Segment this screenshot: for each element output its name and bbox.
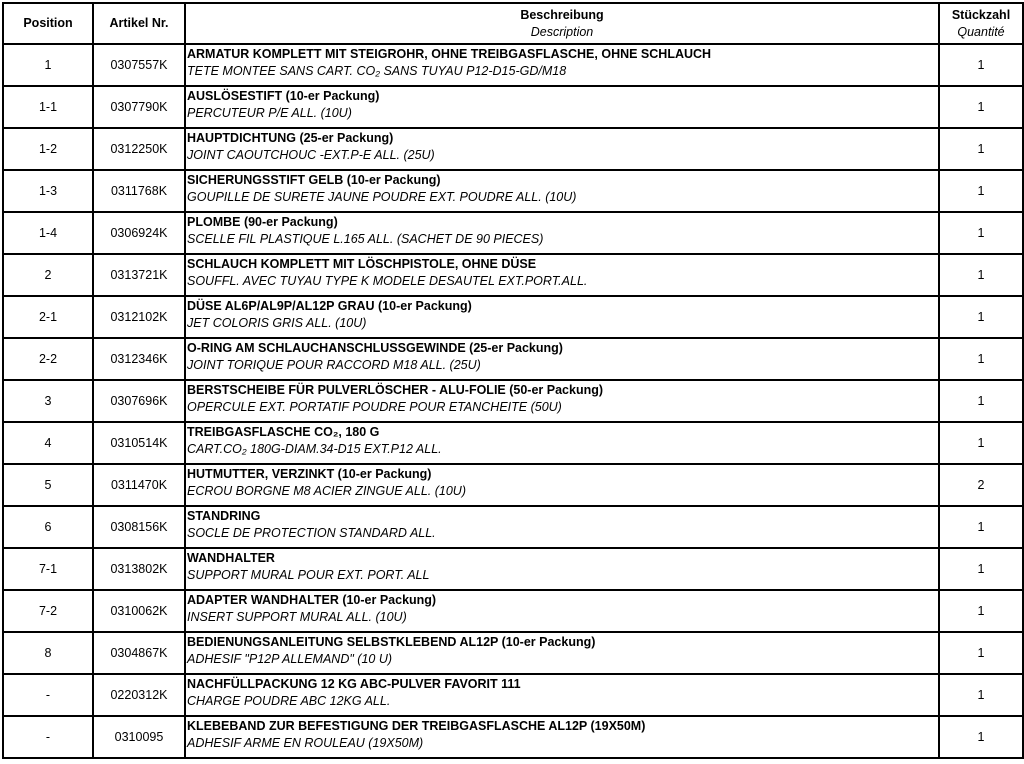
article-number-cell: 0307790K: [93, 86, 185, 128]
quantity-cell: 1: [939, 44, 1023, 86]
description-cell: [185, 632, 939, 674]
table-body: [3, 44, 1023, 758]
table-row: [3, 380, 1023, 422]
description-fr: ECROU BORGNE M8 ACIER ZINGUE ALL. (10U): [187, 484, 466, 498]
position-cell: 1: [3, 44, 93, 86]
description-de: BERSTSCHEIBE FÜR PULVERLÖSCHER - ALU-FOLIE (50-er Packung): [187, 383, 604, 397]
quantity-cell: 1: [939, 86, 1023, 128]
quantity-cell: 1: [939, 380, 1023, 422]
table-row: [3, 338, 1023, 380]
description-de: HAUPTDICHTUNG (25-er Packung): [187, 131, 394, 145]
description-cell: [185, 338, 939, 380]
position-cell: 5: [3, 464, 93, 506]
description-cell: [185, 422, 939, 464]
position-cell: 7-1: [3, 548, 93, 590]
parts-list-sheet: [2, 2, 1022, 759]
quantity-cell: 1: [939, 422, 1023, 464]
description-fr: JOINT TORIQUE POUR RACCORD M18 ALL. (25U): [187, 358, 481, 372]
description-cell: [185, 674, 939, 716]
article-number-cell: 0312102K: [93, 296, 185, 338]
position-cell: 1-1: [3, 86, 93, 128]
description-de: SICHERUNGSSTIFT GELB (10-er Packung): [187, 173, 441, 187]
header-stueckzahl: Stückzahl: [951, 7, 1011, 22]
article-number-cell: 0308156K: [93, 506, 185, 548]
description-cell: [185, 506, 939, 548]
description-cell: [185, 380, 939, 422]
table-row: [3, 86, 1023, 128]
position-cell: 1-4: [3, 212, 93, 254]
article-number-cell: 0304867K: [93, 632, 185, 674]
table-row: [3, 296, 1023, 338]
description-fr: ADHESIF ARME EN ROULEAU (19X50M): [187, 736, 424, 750]
quantity-cell: 1: [939, 128, 1023, 170]
description-fr: GOUPILLE DE SURETE JAUNE POUDRE EXT. POUDRE ALL. (10U): [187, 190, 577, 204]
table-row: [3, 716, 1023, 758]
quantity-cell: 1: [939, 590, 1023, 632]
article-number-cell: 0312346K: [93, 338, 185, 380]
article-number-cell: 0310062K: [93, 590, 185, 632]
article-number-cell: 0306924K: [93, 212, 185, 254]
description-cell: [185, 170, 939, 212]
header-description: [185, 3, 939, 44]
position-cell: -: [3, 674, 93, 716]
description-cell: [185, 44, 939, 86]
article-number-cell: 0313721K: [93, 254, 185, 296]
quantity-cell: 1: [939, 506, 1023, 548]
table-row: [3, 254, 1023, 296]
header-description-fr: Description: [530, 24, 594, 39]
position-cell: 2-2: [3, 338, 93, 380]
header-quantite: Quantité: [957, 24, 1005, 39]
table-row: [3, 422, 1023, 464]
table-row: [3, 548, 1023, 590]
quantity-cell: 1: [939, 296, 1023, 338]
position-cell: 3: [3, 380, 93, 422]
article-number-cell: 0310095: [93, 716, 185, 758]
quantity-cell: 1: [939, 338, 1023, 380]
header-quantity: [939, 3, 1023, 44]
quantity-cell: 1: [939, 254, 1023, 296]
description-fr: SUPPORT MURAL POUR EXT. PORT. ALL: [187, 568, 430, 582]
position-cell: 1-3: [3, 170, 93, 212]
header-position: Position: [3, 3, 93, 44]
description-fr: SOUFFL. AVEC TUYAU TYPE K MODELE DESAUTEL EXT.PORT.ALL.: [187, 274, 588, 288]
description-fr: CART.CO₂ 180G-DIAM.34-D15 EXT.P12 ALL.: [187, 442, 442, 456]
description-fr: ADHESIF "P12P ALLEMAND" (10 U): [187, 652, 393, 666]
description-de: STANDRING: [187, 509, 261, 523]
table-header: [3, 3, 1023, 44]
parts-table: [2, 2, 1024, 759]
description-de: AUSLÖSESTIFT (10-er Packung): [187, 89, 380, 103]
position-cell: 4: [3, 422, 93, 464]
table-row: [3, 212, 1023, 254]
description-cell: [185, 548, 939, 590]
article-number-cell: 0310514K: [93, 422, 185, 464]
description-cell: [185, 716, 939, 758]
quantity-cell: 1: [939, 548, 1023, 590]
table-row: [3, 590, 1023, 632]
article-number-cell: 0311768K: [93, 170, 185, 212]
description-de: TREIBGASFLASCHE CO₂, 180 G: [187, 425, 380, 439]
description-cell: [185, 464, 939, 506]
description-fr: SOCLE DE PROTECTION STANDARD ALL.: [187, 526, 436, 540]
quantity-cell: 1: [939, 716, 1023, 758]
description-cell: [185, 86, 939, 128]
article-number-cell: 0313802K: [93, 548, 185, 590]
description-de: NACHFÜLLPACKUNG 12 KG ABC-PULVER FAVORIT 111: [187, 677, 521, 691]
header-artikel: Artikel Nr.: [93, 3, 185, 44]
table-row: [3, 464, 1023, 506]
quantity-cell: 1: [939, 674, 1023, 716]
article-number-cell: 0307557K: [93, 44, 185, 86]
header-row: [3, 3, 1023, 44]
table-row: [3, 44, 1023, 86]
position-cell: 8: [3, 632, 93, 674]
quantity-cell: 1: [939, 170, 1023, 212]
position-cell: 7-2: [3, 590, 93, 632]
description-cell: [185, 254, 939, 296]
article-number-cell: 0312250K: [93, 128, 185, 170]
description-fr: SCELLE FIL PLASTIQUE L.165 ALL. (SACHET DE 90 PIECES): [187, 232, 544, 246]
position-cell: 6: [3, 506, 93, 548]
article-number-cell: 0307696K: [93, 380, 185, 422]
table-row: [3, 128, 1023, 170]
description-de: PLOMBE (90-er Packung): [187, 215, 338, 229]
description-fr: PERCUTEUR P/E ALL. (10U): [187, 106, 352, 120]
position-cell: 2: [3, 254, 93, 296]
position-cell: -: [3, 716, 93, 758]
description-de: WANDHALTER: [187, 551, 275, 565]
description-de: ADAPTER WANDHALTER (10-er Packung): [187, 593, 437, 607]
table-row: [3, 632, 1023, 674]
description-de: DÜSE AL6P/AL9P/AL12P GRAU (10-er Packung): [187, 299, 472, 313]
article-number-cell: 0311470K: [93, 464, 185, 506]
description-cell: [185, 212, 939, 254]
table-row: [3, 674, 1023, 716]
description-fr: JOINT CAOUTCHOUC -EXT.P-E ALL. (25U): [187, 148, 435, 162]
header-beschreibung: Beschreibung: [520, 7, 604, 22]
table-row: [3, 506, 1023, 548]
quantity-cell: 1: [939, 632, 1023, 674]
description-de: SCHLAUCH KOMPLETT MIT LÖSCHPISTOLE, OHNE DÜSE: [187, 257, 537, 271]
description-fr: JET COLORIS GRIS ALL. (10U): [187, 316, 367, 330]
description-de: KLEBEBAND ZUR BEFESTIGUNG DER TREIBGASFLASCHE AL12P (19X50M): [187, 719, 646, 733]
description-fr: OPERCULE EXT. PORTATIF POUDRE POUR ETANCHEITE (50U): [187, 400, 562, 414]
description-de: HUTMUTTER, VERZINKT (10-er Packung): [187, 467, 432, 481]
table-row: [3, 170, 1023, 212]
description-cell: [185, 590, 939, 632]
quantity-cell: 1: [939, 212, 1023, 254]
description-de: BEDIENUNGSANLEITUNG SELBSTKLEBEND AL12P (10-er Packung): [187, 635, 596, 649]
article-number-cell: 0220312K: [93, 674, 185, 716]
description-fr: INSERT SUPPORT MURAL ALL. (10U): [187, 610, 407, 624]
description-de: O-RING AM SCHLAUCHANSCHLUSSGEWINDE (25-er Packung): [187, 341, 563, 355]
description-fr: CHARGE POUDRE ABC 12KG ALL.: [187, 694, 391, 708]
description-fr: TETE MONTEE SANS CART. CO₂ SANS TUYAU P12-D15-GD/M18: [187, 64, 567, 78]
position-cell: 2-1: [3, 296, 93, 338]
description-de: ARMATUR KOMPLETT MIT STEIGROHR, OHNE TREIBGASFLASCHE, OHNE SCHLAUCH: [187, 47, 712, 61]
position-cell: 1-2: [3, 128, 93, 170]
quantity-cell: 2: [939, 464, 1023, 506]
description-cell: [185, 128, 939, 170]
description-cell: [185, 296, 939, 338]
